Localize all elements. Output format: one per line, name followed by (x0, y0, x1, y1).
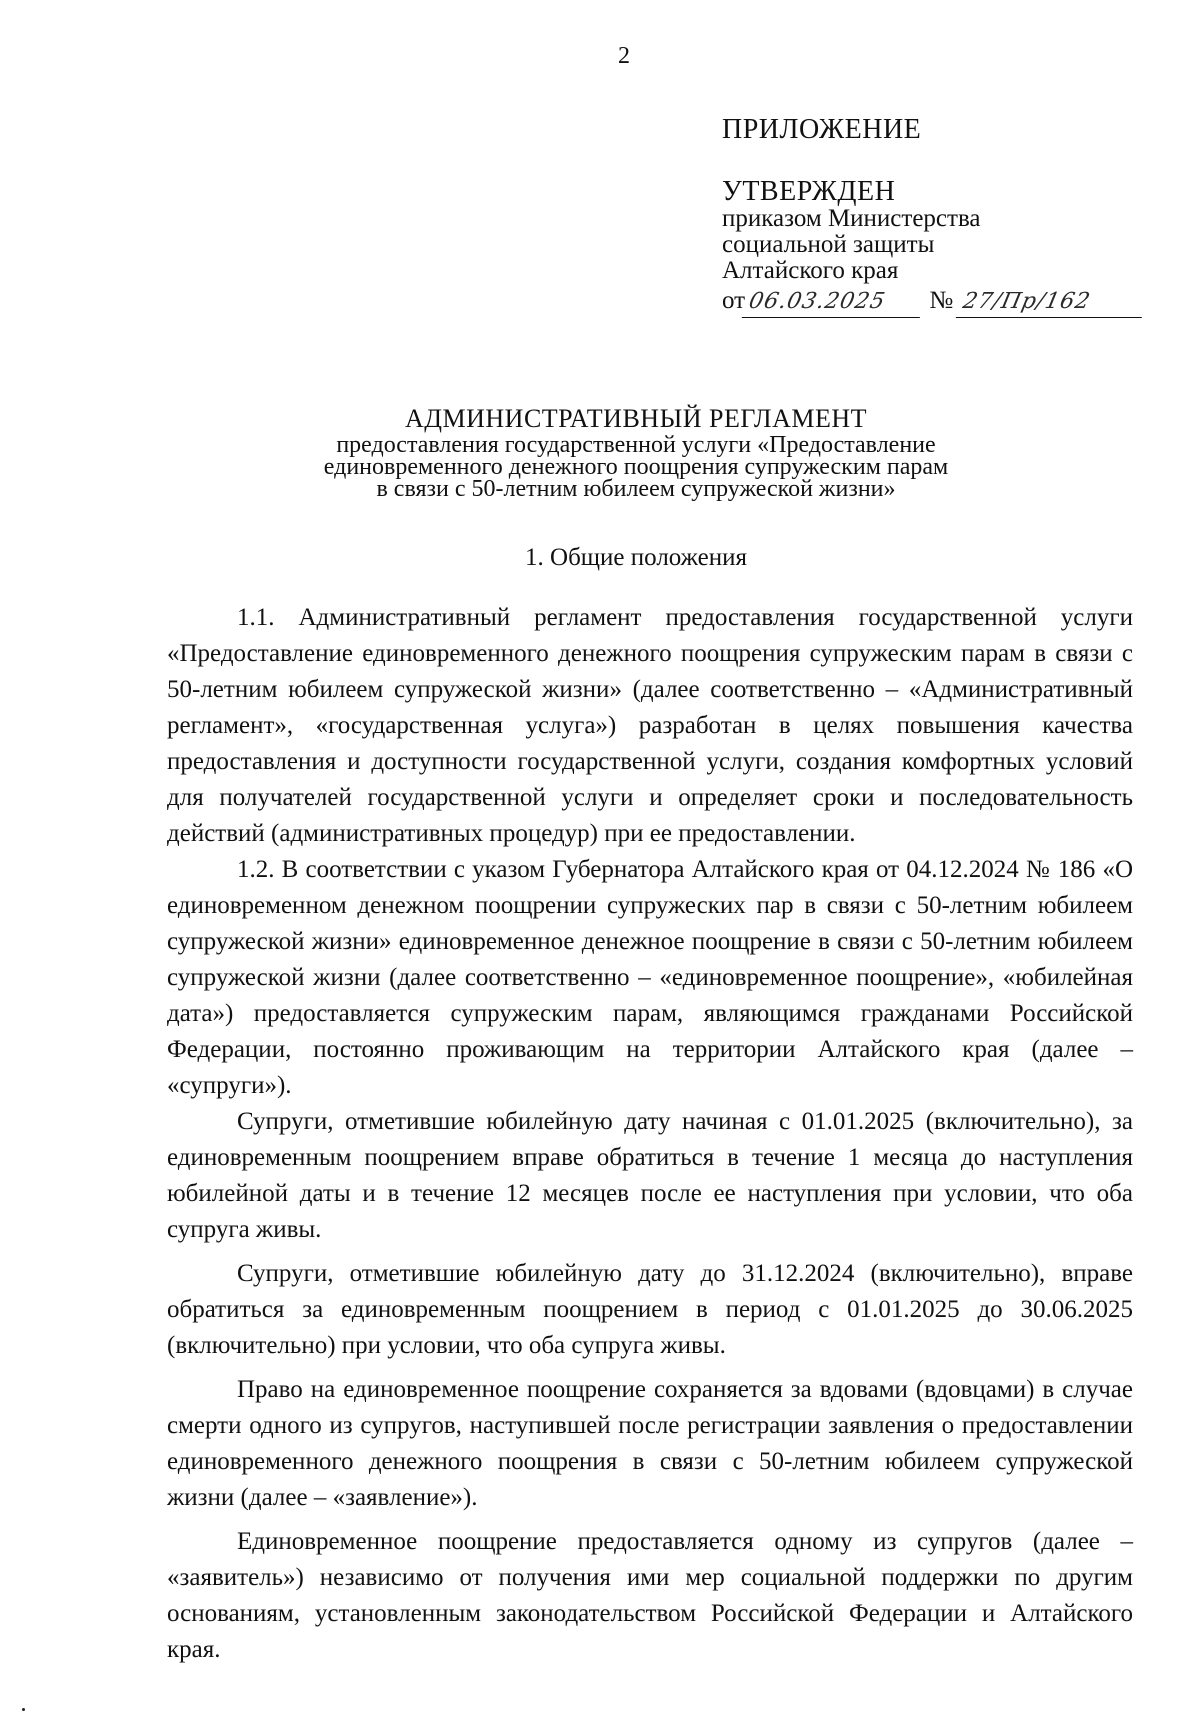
paragraph: Супруги, отметившие юбилейную дату до 31.12.2024 (включительно), вправе обратиться за единовременным поощрением в период с 01.01.2025 до 30.06.2025 (включительно) при условии, что оба супруга живы. (167, 1260, 1133, 1359)
document-subtitle-line: в связи с 50-летним юбилеем супружеской жизни» (376, 476, 896, 502)
body-text (167, 600, 1133, 1668)
paragraph: Право на единовременное поощрение сохраняется за вдовами (вдовцами) в случае смерти одного из супругов, наступившей после регистрации заявления о предоставлении единовременного денежного поощрения в связи с 50-летним юбилеем супружеской жизни (далее – «заявление»). (167, 1376, 1133, 1511)
approval-line: социальной защиты (722, 231, 935, 258)
document-title-block (150, 404, 1122, 500)
paragraph: Супруги, отметившие юбилейную дату начиная с 01.01.2025 (включительно), за единовременным поощрением вправе обратиться в течение 1 месяца до наступления юбилейной даты и в течение 12 месяцев после ее наступления при условии, что оба супруга живы. (167, 1108, 1133, 1243)
approval-line: Алтайского края (722, 257, 899, 284)
document-title: АДМИНИСТРАТИВНЫЙ РЕГЛАМЕНТ (404, 404, 868, 433)
handwritten-order-number: 27/Пр/162 (956, 287, 1149, 318)
approved-label: УТВЕРЖДЕН (722, 176, 896, 207)
page-number: 2 (618, 43, 630, 69)
document-subtitle-line: единовременного денежного поощрения супружеским парам (323, 454, 949, 480)
paragraph: Единовременное поощрение предоставляется одному из супругов (далее – «заявитель») независимо от получения ими мер социальной поддержки по другим основаниям, установленным законодательством Российской Федерации и Алтайского края. (167, 1528, 1133, 1663)
number-sign: № (929, 287, 954, 314)
approval-line: приказом Министерства (722, 205, 981, 232)
date-prefix: от (722, 287, 746, 314)
approval-block (722, 178, 1182, 318)
scan-speck (22, 1708, 25, 1711)
paragraph: 1.2. В соответствии с указом Губернатора Алтайского края от 04.12.2024 № 186 «О единовременном денежном поощрении супружеских пар в связи с 50-летним юбилеем супружеской жизни» единовременное денежное поощрение в связи с 50-летним юбилеем супружеской жизни (далее соответственно – «единовременное поощрение», «юбилейная дата») предоставляется супружеским парам, являющимся гражданами Российской Федерации, постоянно проживающим на территории Алтайского края (далее – «супруги»). (167, 856, 1133, 1099)
document-subtitle-line: предоставления государственной услуги «Предоставление (336, 432, 936, 458)
appendix-label: ПРИЛОЖЕНИЕ (722, 114, 922, 145)
section-heading: 1. Общие положения (525, 544, 747, 571)
order-date-number-line (722, 286, 1182, 318)
handwritten-date: 06.03.2025 (742, 287, 927, 318)
paragraph: 1.1. Административный регламент предоставления государственной услуги «Предоставление единовременного денежного поощрения супружеским парам в связи с 50-летним юбилеем супружеской жизни» (далее соответственно – «Административный регламент», «государственная услуга») разработан в целях повышения качества предоставления и доступности государственной услуги, создания комфортных условий для получателей государственной услуги и определяет сроки и последовательность действий (административных процедур) при ее предоставлении. (167, 604, 1133, 847)
